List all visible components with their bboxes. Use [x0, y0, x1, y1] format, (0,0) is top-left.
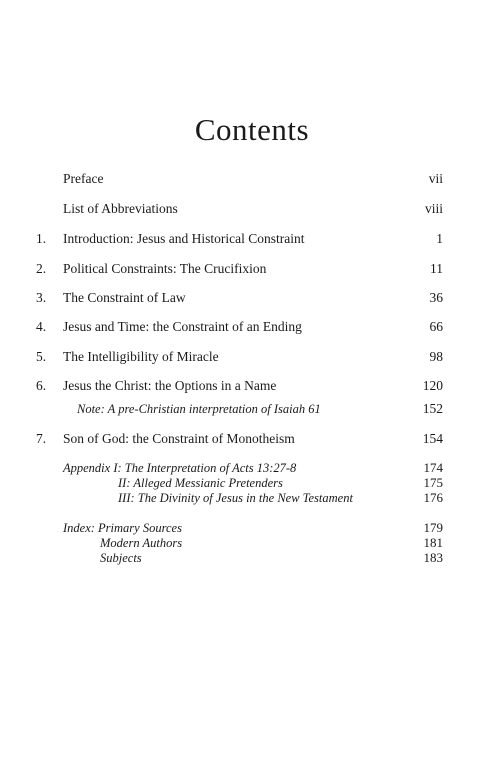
toc-index-primary[interactable] [0, 520, 504, 536]
entry-page: 181 [423, 535, 443, 550]
toc-entry-abbreviations[interactable] [0, 200, 504, 218]
entry-title: The Intelligibility of Miracle [63, 349, 219, 364]
entry-title: Political Constraints: The Crucifixion [63, 261, 267, 276]
entry-page: 152 [422, 401, 443, 416]
entry-page: vii [428, 171, 443, 186]
entry-title: III: The Divinity of Jesus in the New Testament [118, 491, 353, 505]
entry-page: 176 [423, 490, 443, 505]
toc-entry-chapter-2[interactable] [0, 260, 504, 278]
entry-title: Appendix I: The Interpretation of Acts 13:27-8 [63, 461, 297, 475]
entry-number: 7. [36, 431, 47, 446]
entry-page: 120 [422, 378, 443, 393]
toc-entry-chapter-4[interactable] [0, 318, 504, 336]
toc-entry-chapter-7[interactable] [0, 430, 504, 448]
entry-title: Preface [63, 171, 104, 186]
entry-page: viii [424, 201, 443, 216]
toc-entry-preface[interactable] [0, 170, 504, 188]
toc-entry-chapter-3[interactable] [0, 289, 504, 307]
page-title: Contents [194, 112, 310, 147]
entry-title: Introduction: Jesus and Historical Constraint [63, 231, 305, 246]
entry-page: 154 [422, 431, 443, 446]
toc-entry-chapter-6[interactable] [0, 377, 504, 395]
entry-number: 1. [36, 231, 47, 246]
entry-number: 6. [36, 378, 47, 393]
entry-title: Index: Primary Sources [63, 521, 182, 535]
entry-number: 2. [36, 261, 47, 276]
toc-appendix-1[interactable] [0, 460, 504, 476]
toc-index-authors[interactable] [0, 535, 504, 551]
entry-title: Jesus and Time: the Constraint of an Ending [63, 319, 302, 334]
entry-title: Son of God: the Constraint of Monotheism [63, 431, 295, 446]
entry-page: 11 [430, 261, 443, 276]
entry-page: 175 [423, 475, 443, 490]
entry-page: 183 [423, 550, 443, 565]
toc-entry-note[interactable] [0, 400, 504, 418]
toc-appendix-3[interactable] [0, 490, 504, 506]
entry-title: II: Alleged Messianic Pretenders [118, 476, 283, 490]
entry-title: Note: A pre-Christian interpretation of Isaiah 61 [77, 402, 321, 416]
toc-appendix-2[interactable] [0, 475, 504, 491]
entry-title: Modern Authors [100, 536, 183, 550]
entry-title: Jesus the Christ: the Options in a Name [63, 378, 277, 393]
entry-number: 4. [36, 319, 47, 334]
entry-page: 174 [423, 460, 443, 475]
toc-entry-chapter-5[interactable] [0, 348, 504, 366]
entry-number: 3. [36, 290, 47, 305]
entry-page: 36 [429, 290, 443, 305]
entry-title: List of Abbreviations [63, 201, 178, 216]
entry-number: 5. [36, 349, 47, 364]
entry-page: 98 [429, 349, 443, 364]
entry-page: 66 [429, 319, 443, 334]
entry-title: The Constraint of Law [63, 290, 186, 305]
entry-title: Subjects [100, 551, 142, 565]
toc-index-subjects[interactable] [0, 550, 504, 566]
entry-page: 1 [436, 231, 443, 246]
entry-page: 179 [423, 520, 443, 535]
toc-entry-chapter-1[interactable] [0, 230, 504, 248]
